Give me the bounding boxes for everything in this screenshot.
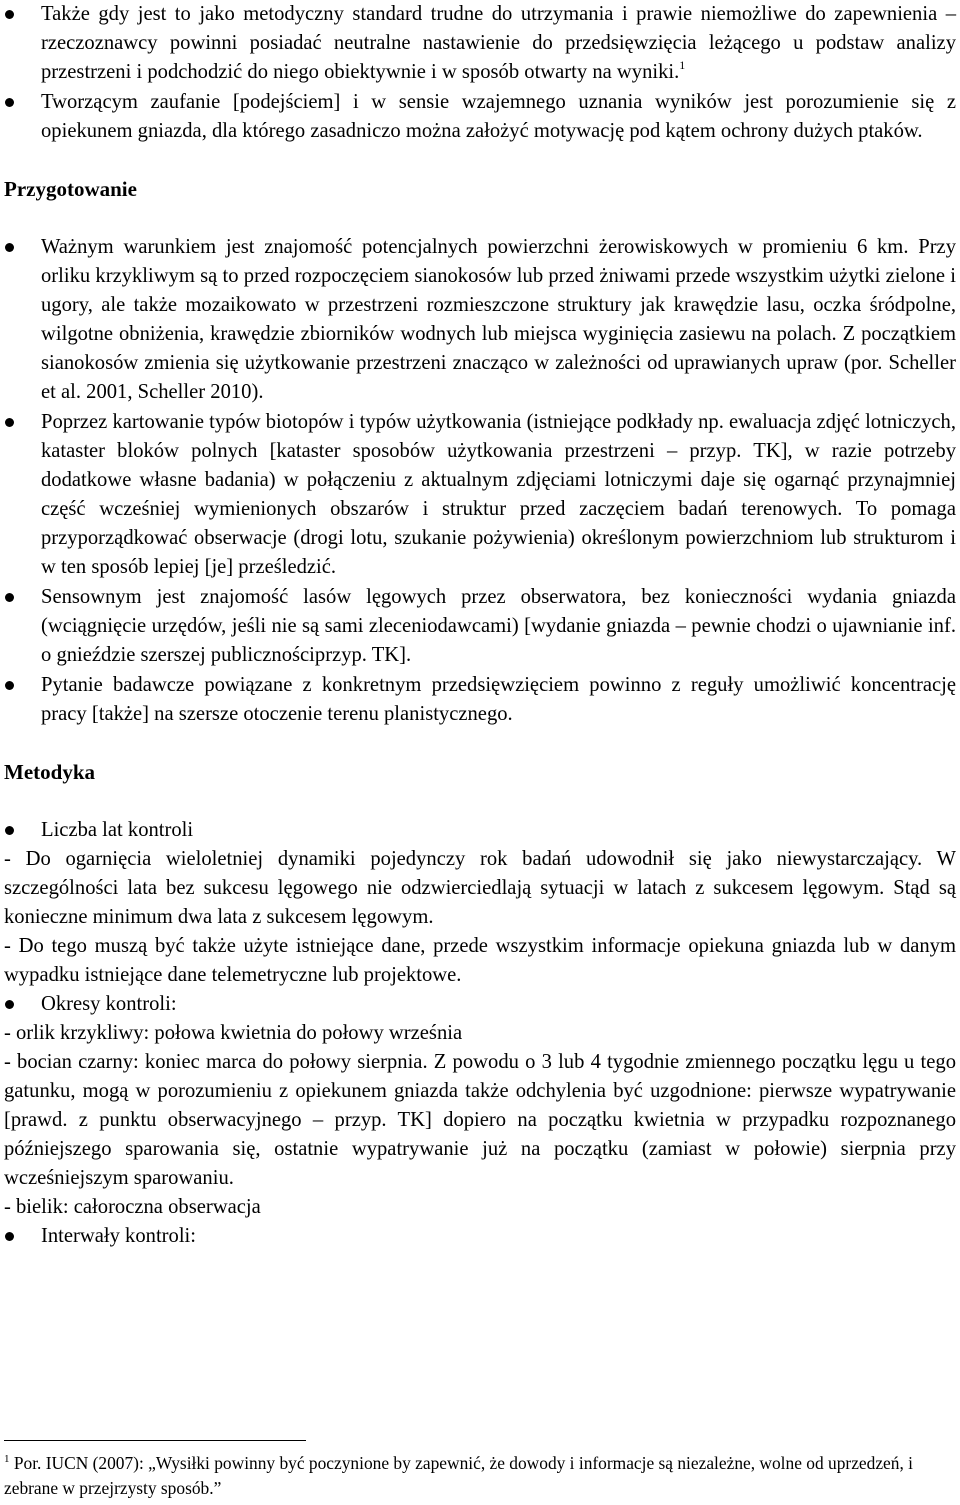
bullet-icon: [5, 681, 14, 690]
paragraph: - bielik: całoroczna obserwacja: [4, 1196, 261, 1218]
bullet-icon: [5, 1000, 14, 1009]
footnote-number: 1: [4, 1453, 10, 1465]
intro-bullet-list: [4, 0, 956, 146]
methodology-years-bullet: [4, 816, 956, 845]
list-item: [4, 671, 956, 729]
bullet-icon: [5, 10, 14, 19]
bullet-icon: [5, 1232, 14, 1241]
paragraph: - orlik krzykliwy: połowa kwietnia do połowy września: [4, 1022, 463, 1044]
bullet-text: Liczba lat kontroli: [41, 819, 194, 841]
bullet-text: Sensownym jest znajomość lasów lęgowych przez obserwatora, bez konieczności wydania gniazda (wciągnięcie urzędów, jeśli nie są sami zleceniodawcami) [wydanie gniazda – pewnie chodzi o ujawnianie inf. o gnieździe szerszej publicznościprzyp. TK].: [41, 586, 956, 666]
list-item: [4, 0, 956, 87]
preparation-bullet-list: [4, 233, 956, 729]
footnote-reference: 1: [679, 58, 686, 72]
paragraph: - Do ogarnięcia wieloletniej dynamiki pojedynczy rok badań udowodnił się jako niewystarczający. W szczególności lata bez sukcesu lęgowego nie odzwierciedlają sytuacji w latach z sukcesem lęgowym. Stąd są konieczne minimum dwa lata z sukcesem lęgowym.: [4, 848, 956, 928]
section-heading-preparation: Przygotowanie: [4, 177, 137, 201]
list-item: [4, 408, 956, 582]
bullet-icon: [5, 243, 14, 252]
bullet-text: Okresy kontroli:: [41, 993, 177, 1015]
footnote-separator: [4, 1440, 306, 1441]
list-item: [4, 816, 956, 845]
bullet-icon: [5, 826, 14, 835]
list-item: [4, 1222, 956, 1251]
bullet-icon: [5, 98, 14, 107]
footnote-text: Por. IUCN (2007): „Wysiłki powinny być poczynione by zapewnić, że dowody i informacje są niezależne, wolne od uprzedzeń, i zebrane w przejrzysty sposób.”: [4, 1453, 913, 1498]
bullet-text: Tworzącym zaufanie [podejściem] i w sensie wzajemnego uznania wyników jest porozumienie się z opiekunem gniazda, dla którego zasadniczo można założyć motywację pod kątem ochrony dużych ptaków.: [41, 91, 956, 142]
methodology-intervals-bullet: [4, 1222, 956, 1251]
paragraph: - Do tego muszą być także użyte istniejące dane, przede wszystkim informacje opiekuna gniazda lub w danym wypadku istniejące dane telemetryczne lub projektowe.: [4, 935, 956, 986]
section-heading-methodology: Metodyka: [4, 760, 95, 784]
list-item: [4, 990, 956, 1019]
bullet-text: Także gdy jest to jako metodyczny standard trudne do utrzymania i prawie niemożliwe do zapewnienia – rzeczoznawcy powinni posiadać neutralne nastawienie do przedsięwzięcia leżącego u podstaw analizy przestrzeni i podchodzić do niego obiektywnie i w sposób otwarty na wyniki.: [41, 3, 956, 83]
bullet-icon: [5, 418, 14, 427]
methodology-periods-bullet: [4, 990, 956, 1019]
footnote: [4, 1451, 954, 1501]
bullet-text: Pytanie badawcze powiązane z konkretnym przedsięwzięciem powinno z reguły umożliwić koncentrację pracy [także] na szersze otoczenie terenu planistycznego.: [41, 674, 956, 725]
bullet-icon: [5, 593, 14, 602]
bullet-text: Poprzez kartowanie typów biotopów i typów użytkowania (istniejące podkłady np. ewaluacja zdjęć lotniczych, kataster bloków polnych [kataster sposobów użytkowania przestrzeni – przyp. TK], w razie potrzeby dodatkowe własne badania) w połączeniu z aktualnym zdjęciami lotniczymi daje się ogarnąć przynajmniej część wcześniej wymienionych obszarów i struktur przed zaczęciem badań terenowych. To pomaga przyporządkować obserwacje (drogi lotu, szukanie pożywienia) określonym powierzchniom lub strukturom i w ten sposób lepiej [je] prześledzić.: [41, 411, 956, 578]
list-item: [4, 233, 956, 407]
bullet-text: Ważnym warunkiem jest znajomość potencjalnych powierzchni żerowiskowych w promieniu 6 km. Przy orliku krzykliwym są to przed rozpoczęciem sianokosów lub przed żniwami przede wszystkim użytki zielone i ugory, ale także mozaikowato w przestrzeni rozmieszczone struktury jak krawędzie lasu, oczka śródpolne, wilgotne obniżenia, krawędzie zbiorników wodnych lub miejsca wyginięcia zasiewu na polach. Z początkiem sianokosów zmienia się użytkowanie przestrzeni znacząco w zależności od uprawianych upraw (por. Scheller et al. 2001, Scheller 2010).: [41, 236, 956, 403]
list-item: [4, 583, 956, 670]
paragraph: - bocian czarny: koniec marca do połowy sierpnia. Z powodu o 3 lub 4 tygodnie zmiennego początku lęgu u tego gatunku, mogą w porozumieniu z opiekunem gniazda także odchylenia być uzgodnione: pierwsze wypatrywanie [prawd. z punktu obserwacyjnego – przyp. TK] dopiero na początku kwietnia w przypadku rozpoznanego późniejszego sparowania się, ostatnie wypatrywanie już na początku (zamiast w połowie) sierpnia przy wcześniejszym sparowaniu.: [4, 1051, 956, 1189]
list-item: [4, 88, 956, 146]
bullet-text: Interwały kontroli:: [41, 1225, 196, 1247]
